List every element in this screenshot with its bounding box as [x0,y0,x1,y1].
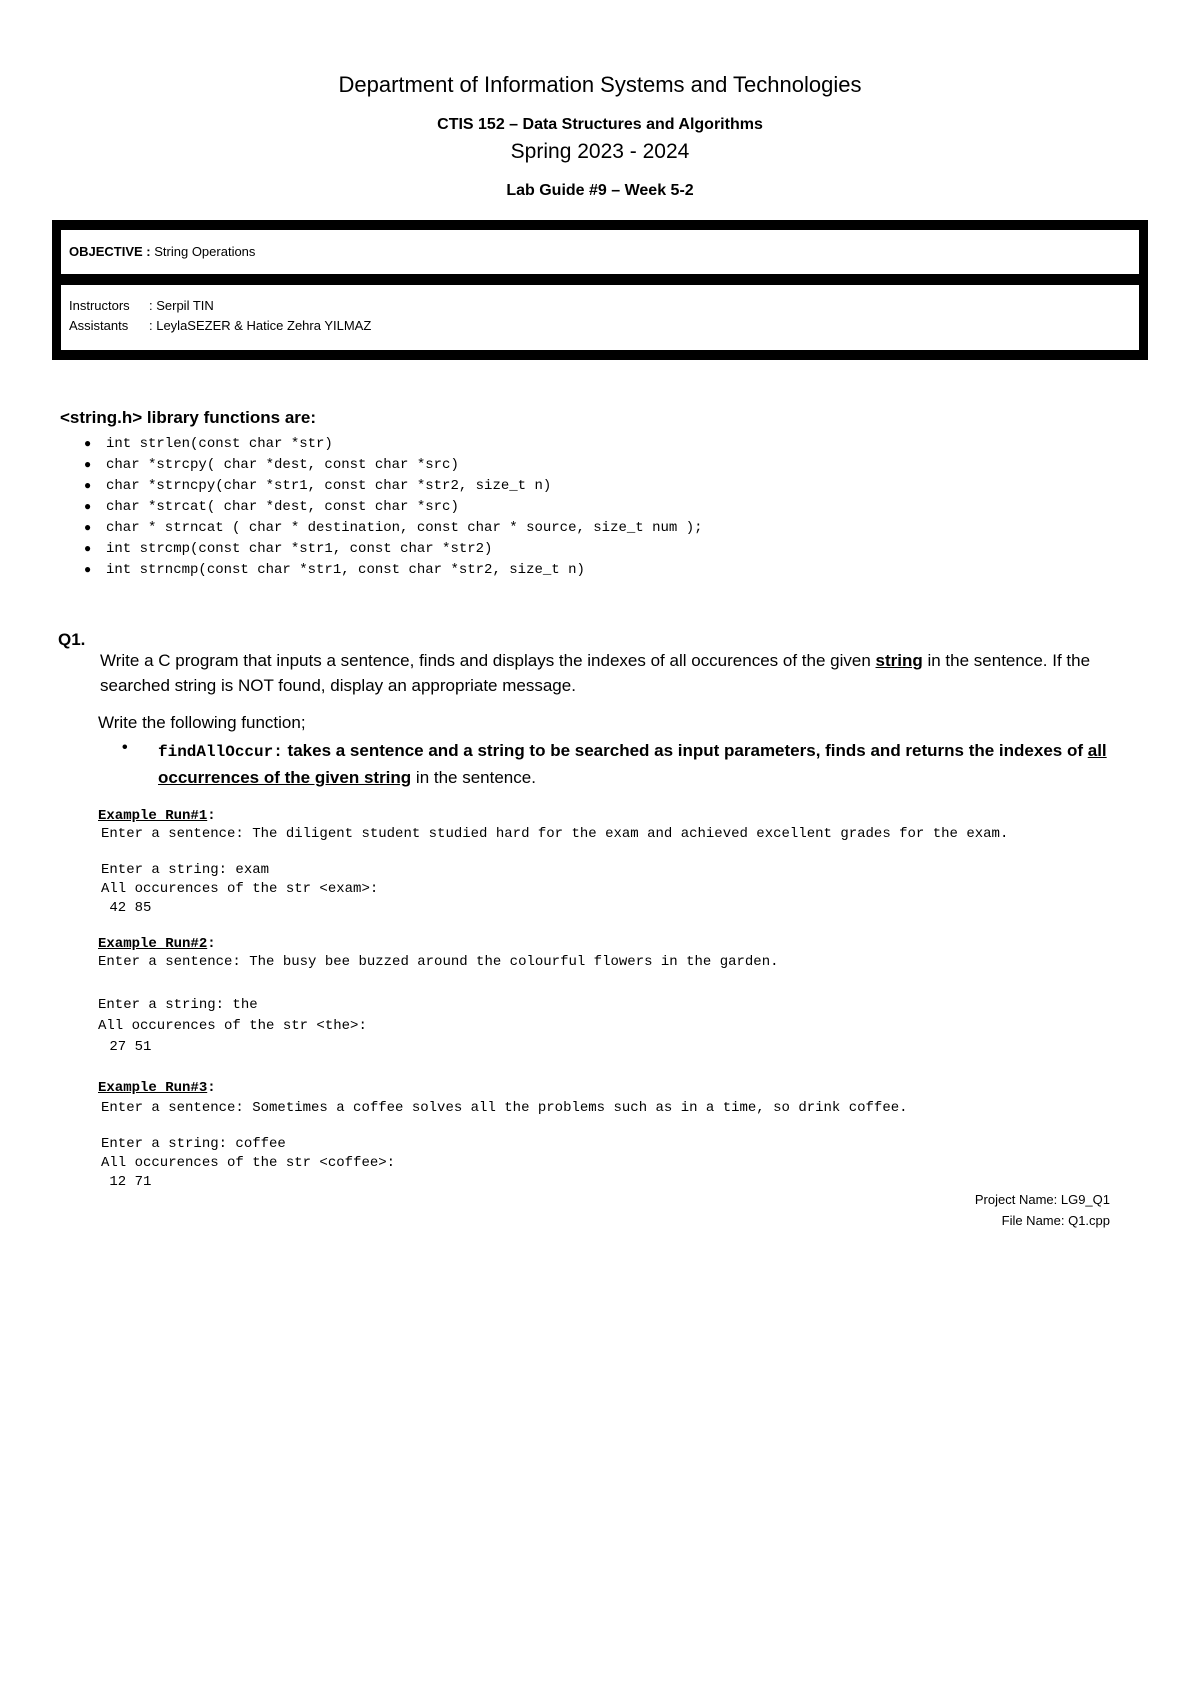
library-function-list [84,434,703,581]
bullet-icon: ● [84,542,92,556]
question-text: Write a C program that inputs a sentence, finds and displays the indexes of all occurences of the given string in the sentence. If the searched string is NOT found, display an appropriate message. [100,651,1091,695]
objective-label: OBJECTIVE : [69,244,151,259]
example-title: Example Run#3: [98,1080,216,1096]
function-intro: Write the following function; [98,713,306,732]
assistants-line [69,318,371,333]
staff-box [60,284,1140,351]
course-title: CTIS 152 – Data Structures and Algorithms [437,116,763,133]
file-name: File Name: Q1.cpp [1001,1213,1110,1228]
department-title: Department of Information Systems and Technologies [338,72,862,97]
lab-title: Lab Guide #9 – Week 5-2 [506,182,694,199]
bullet-icon: ● [84,563,92,577]
question-underlined: string [875,651,923,670]
assistants-value: : LeylaSEZER & Hatice Zehra YILMAZ [149,318,372,333]
list-item: ● char *strncpy(char *str1, const char *str2, size_t n) [84,476,703,497]
example-sentence: Enter a sentence: The diligent student studied hard for the exam and achieved excellent grades for the exam. [101,826,1009,842]
list-item: ● char * strncat ( char * destination, const char * source, size_t num ); [84,518,703,539]
list-item: ● int strcmp(const char *str1, const char *str2) [84,539,703,560]
objective-line [69,244,255,259]
objective-value: String Operations [154,244,256,259]
example-string: Enter a string: coffee [101,1136,286,1152]
example-title: Example Run#1: [98,808,216,824]
bullet-icon: ● [84,437,92,451]
objective-box [60,229,1140,275]
list-item: ● int strncmp(const char *str1, const char *str2, size_t n) [84,560,703,581]
example-result: 27 51 [101,1039,152,1055]
example-sentence: Enter a sentence: The busy bee buzzed around the colourful flowers in the garden. [98,954,779,970]
example-result: 42 85 [101,900,152,916]
example-result-label: All occurences of the str <the>: [98,1018,367,1034]
list-item: ● char *strcat( char *dest, const char *src) [84,497,703,518]
bullet-icon: ● [84,500,92,514]
term-title: Spring 2023 - 2024 [510,140,690,163]
example-result-label: All occurences of the str <exam>: [101,881,379,897]
example-string: Enter a string: the [98,997,258,1013]
bullet-icon: ● [84,479,92,493]
example-sentence: Enter a sentence: Sometimes a coffee solves all the problems such as in a time, so drink coffee. [101,1100,908,1116]
library-heading: <string.h> library functions are: [60,408,317,427]
instructors-line [69,298,214,313]
list-item: ● int strlen(const char *str) [84,434,703,455]
function-name: findAllOccur: [158,743,283,761]
instructors-value: : Serpil TIN [149,298,214,313]
example-title: Example Run#2: [98,936,216,952]
bullet-icon: ● [84,521,92,535]
question-label: Q1. [58,630,86,649]
example-result-label: All occurences of the str <coffee>: [101,1155,396,1171]
list-item: ● char *strcpy( char *dest, const char *src) [84,455,703,476]
example-result: 12 71 [101,1174,152,1190]
example-string: Enter a string: exam [101,862,270,878]
bullet-icon: • [122,739,128,756]
project-name: Project Name: LG9_Q1 [974,1192,1110,1207]
instructors-label: Instructors [69,298,130,313]
assistants-label: Assistants [69,318,129,333]
function-description: findAllOccur: takes a sentence and a string to be searched as input parameters, finds and returns the indexes of all occurrences of the given string in the sentence. [158,741,1107,787]
bullet-icon: ● [84,458,92,472]
